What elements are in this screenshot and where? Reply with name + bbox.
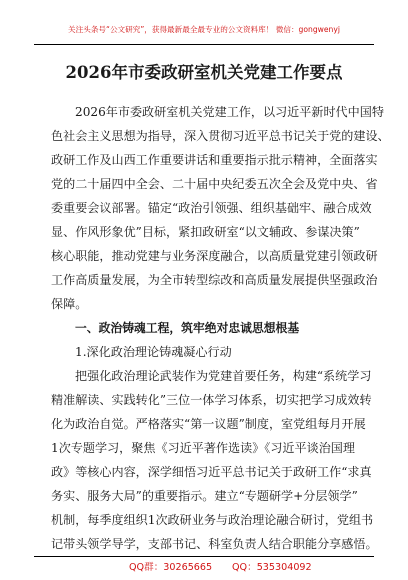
section-heading-1: 一、政治铸魂工程，筑牢绝对忠诚思想根基 [75,321,300,335]
body-line-15: 1次专题学习，聚焦《习近平著作选读》《习近平谈治国理 [51,441,355,455]
header-divider [34,44,374,45]
body-line-6: 显、作风形象优”目标，紧扣政研室“以文辅政、参谋决策” [51,225,360,239]
body-line-1: 2026年市委政研室机关党建工作，以习近平新时代中国特 [75,105,384,119]
body-line-3: 政研工作及山西工作重要讲话和重要指示批示精神，全面落实 [51,153,378,167]
body-line-7: 核心职能，推动党建与业务深度融合，以高质量党建引领政研 [51,249,378,263]
body-line-14: 化为政治自觉。严格落实“第一议题”制度，室党组每月开展 [51,417,366,431]
body-line-16: 政》等核心内容，深学细悟习近平总书记关于政研工作“求真 [51,465,372,479]
body-line-17: 务实、服务大局”的重要指示。建立“专题研学+分层领学” [51,489,358,503]
document-title: 2026年市委政研室机关党建工作要点 [65,63,343,82]
body-line-13: 精准解读、实践转化”三位一体学习体系，切实把学习成效转 [51,393,372,407]
body-line-12: 把强化政治理论武装作为党建首要任务，构建“系统学习 [75,369,372,383]
body-line-2: 色社会主义思想为指导，深入贯彻习近平总书记关于党的建设、 [51,129,390,143]
footer-qq: QQ：535304092 [232,562,312,573]
footer-divider [34,556,374,557]
body-line-8: 工作高质量发展，为全市转型综改和高质量发展提供坚强政治 [51,273,378,287]
subsection-heading-1: 1.深化政治理论铸魂凝心行动 [75,345,232,359]
body-line-4: 党的二十届四中全会、二十届中央纪委五次全会及党中央、省 [51,177,378,191]
footer-qq-group: QQ群：30265665 [129,562,213,573]
body-line-5: 委重要会议部署。锚定“政治引领强、组织基础牢、融合成效 [51,201,372,215]
body-line-9: 保障。 [51,297,88,311]
body-line-18: 机制，每季度组织1次政研业务与政治理论融合研讨，党组书 [51,513,374,527]
body-line-19: 记带头领学导学，支部书记、科室负责人结合职能分享感悟。 [51,537,378,551]
header-banner: 关注头条号“公文研究”，获得最新最全最专业的公文资料库！ 微信：gongwenyj [68,25,340,34]
